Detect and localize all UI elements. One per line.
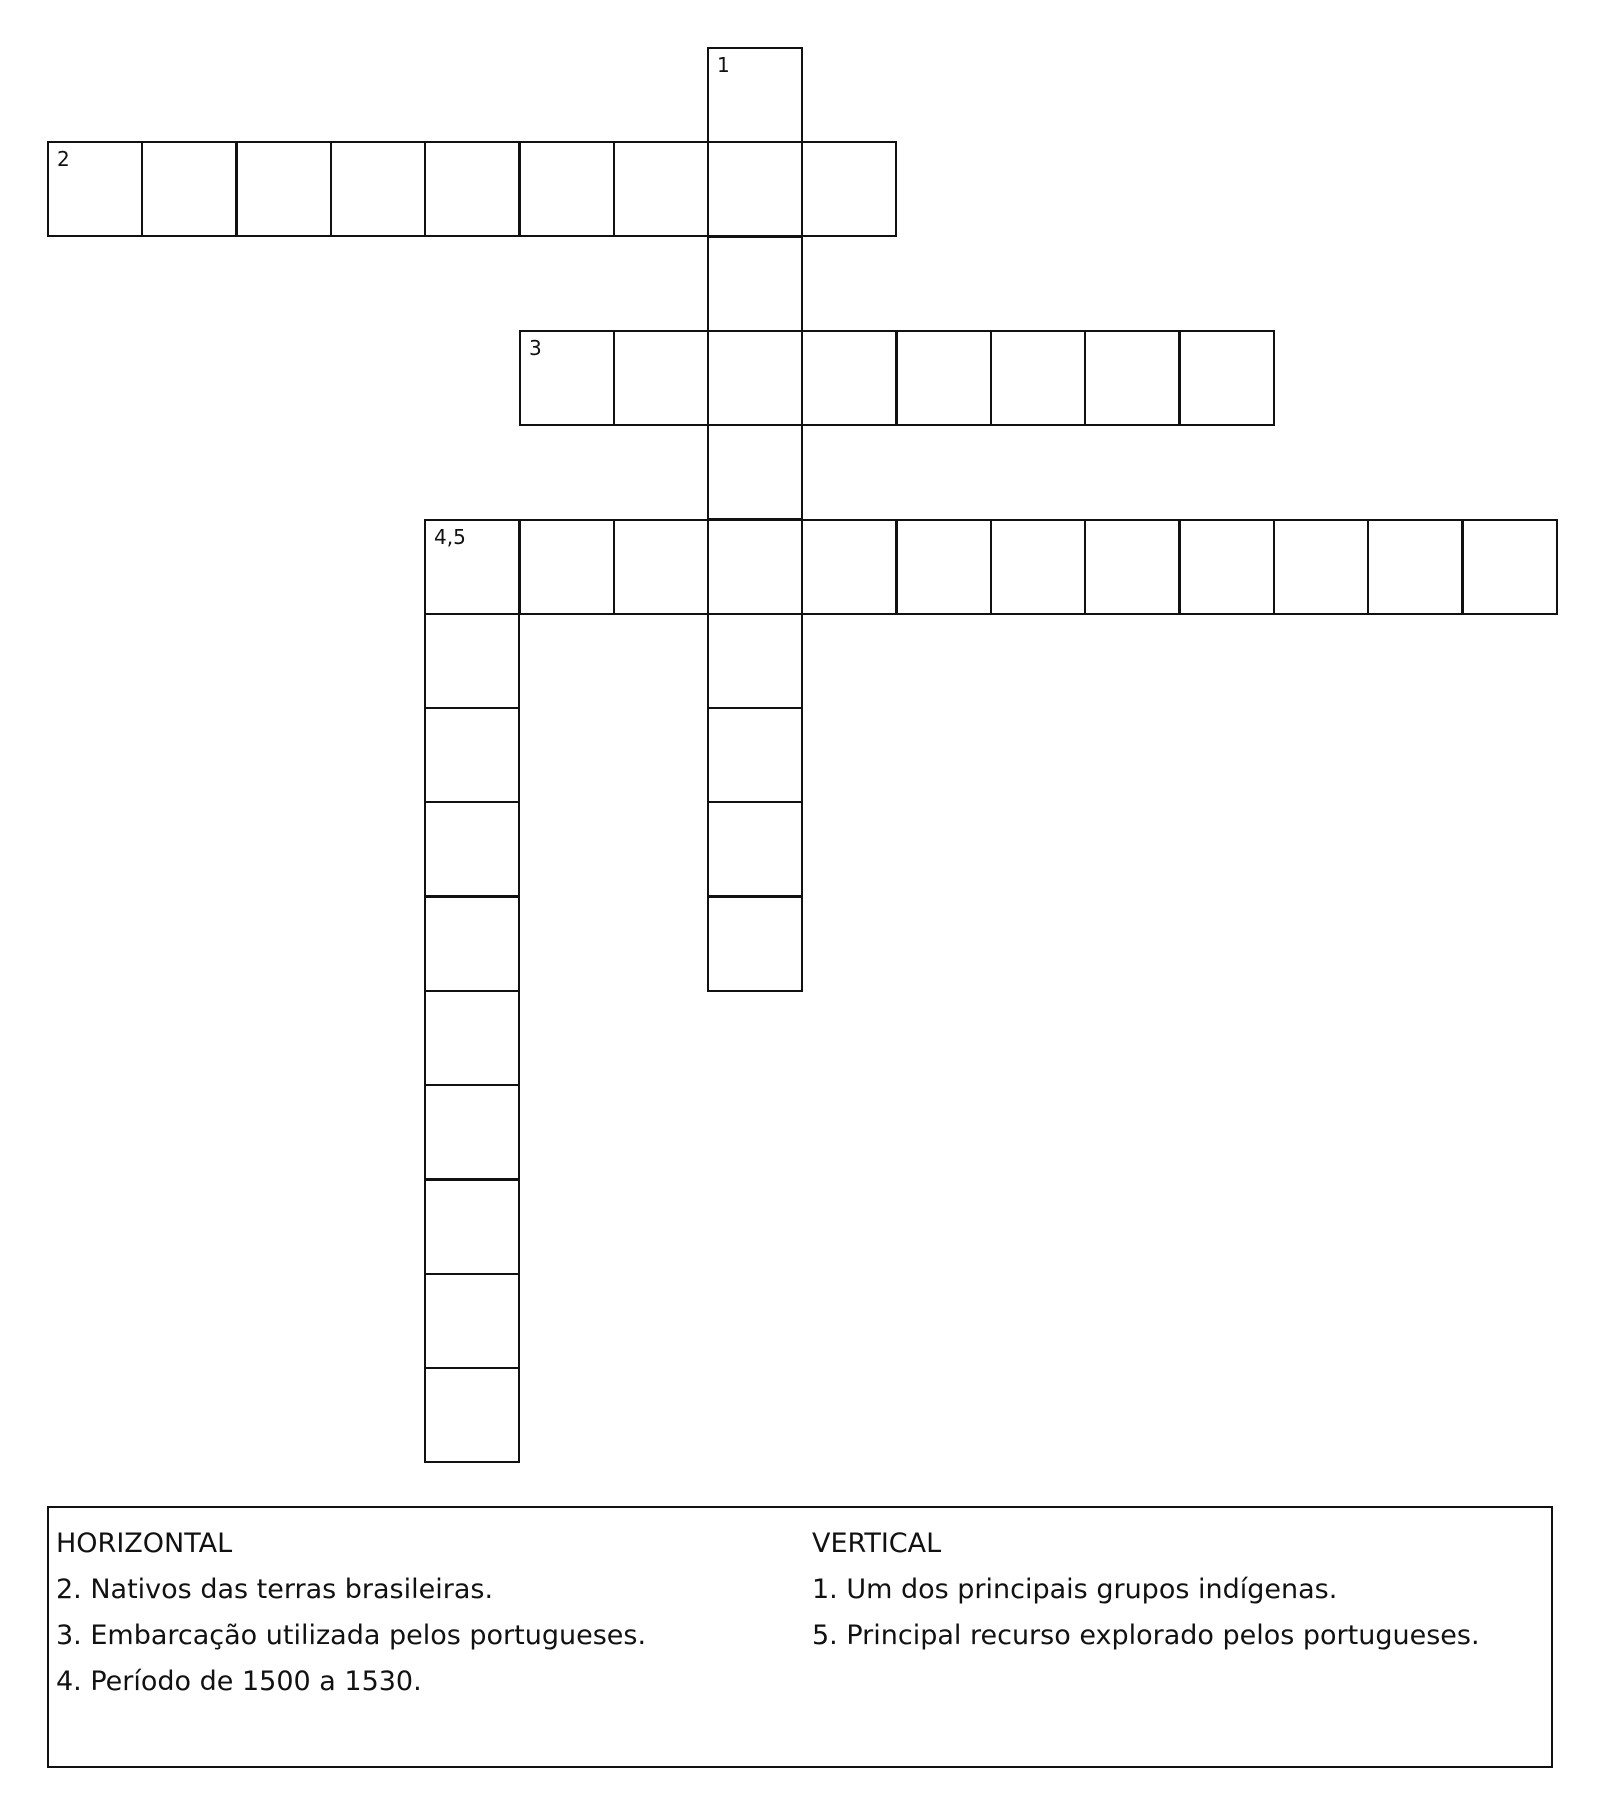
clue-number: 2 xyxy=(57,147,70,171)
crossword-cell[interactable] xyxy=(801,141,897,237)
crossword-cell[interactable] xyxy=(1179,330,1275,426)
crossword-cell[interactable] xyxy=(707,424,803,520)
crossword-cell[interactable] xyxy=(707,801,803,897)
clue-5: 5. Principal recurso explorado pelos portugueses. xyxy=(812,1620,1480,1651)
crossword-cell[interactable] xyxy=(424,1367,520,1463)
horizontal-heading: HORIZONTAL xyxy=(56,1528,233,1559)
crossword-cell[interactable] xyxy=(801,330,897,426)
crossword-cell[interactable] xyxy=(1179,519,1275,615)
clue-1: 1. Um dos principais grupos indígenas. xyxy=(812,1574,1338,1605)
crossword-cell[interactable] xyxy=(613,519,709,615)
crossword-cell[interactable] xyxy=(424,1084,520,1180)
horizontal-clues xyxy=(56,1530,646,1714)
clue-2: 2. Nativos das terras brasileiras. xyxy=(56,1574,494,1605)
crossword-cell[interactable] xyxy=(47,141,143,237)
crossword-cell[interactable] xyxy=(424,613,520,709)
clue-number: 3 xyxy=(529,336,542,360)
crossword-cell[interactable] xyxy=(424,1179,520,1275)
crossword-cell[interactable] xyxy=(990,519,1086,615)
crossword-cell[interactable] xyxy=(424,519,520,615)
crossword-cell[interactable] xyxy=(707,613,803,709)
crossword-cell[interactable] xyxy=(707,330,803,426)
crossword-cell[interactable] xyxy=(707,236,803,332)
vertical-heading: VERTICAL xyxy=(812,1528,942,1559)
crossword-cell[interactable] xyxy=(141,141,237,237)
crossword-cell[interactable] xyxy=(707,519,803,615)
crossword-cell[interactable] xyxy=(1367,519,1463,615)
crossword-cell[interactable] xyxy=(519,330,615,426)
crossword-cell[interactable] xyxy=(613,330,709,426)
crossword-cell[interactable] xyxy=(613,141,709,237)
crossword-cell[interactable] xyxy=(896,330,992,426)
clue-number: 1 xyxy=(717,53,730,77)
crossword-cell[interactable] xyxy=(424,896,520,992)
crossword-cell[interactable] xyxy=(801,519,897,615)
crossword-cell[interactable] xyxy=(1273,519,1369,615)
clue-4: 4. Período de 1500 a 1530. xyxy=(56,1666,422,1697)
crossword-cell[interactable] xyxy=(707,896,803,992)
crossword-cell[interactable] xyxy=(519,141,615,237)
crossword-cell[interactable] xyxy=(707,141,803,237)
crossword-cell[interactable] xyxy=(1084,330,1180,426)
crossword-cell[interactable] xyxy=(424,801,520,897)
crossword-cell[interactable] xyxy=(519,519,615,615)
crossword-cell[interactable] xyxy=(424,990,520,1086)
crossword-cell[interactable] xyxy=(1462,519,1558,615)
crossword-cell[interactable] xyxy=(424,707,520,803)
clues-panel xyxy=(47,1506,1553,1768)
crossword-cell[interactable] xyxy=(330,141,426,237)
clue-3: 3. Embarcação utilizada pelos portugueses. xyxy=(56,1620,647,1651)
crossword-cell[interactable] xyxy=(236,141,332,237)
crossword-cell[interactable] xyxy=(424,141,520,237)
clue-number: 4,5 xyxy=(434,525,466,549)
vertical-clues xyxy=(812,1530,1480,1668)
crossword-cell[interactable] xyxy=(896,519,992,615)
crossword-cell[interactable] xyxy=(707,707,803,803)
crossword-cell[interactable] xyxy=(424,1273,520,1369)
crossword-cell[interactable] xyxy=(990,330,1086,426)
crossword-cell[interactable] xyxy=(707,47,803,143)
crossword-cell[interactable] xyxy=(1084,519,1180,615)
